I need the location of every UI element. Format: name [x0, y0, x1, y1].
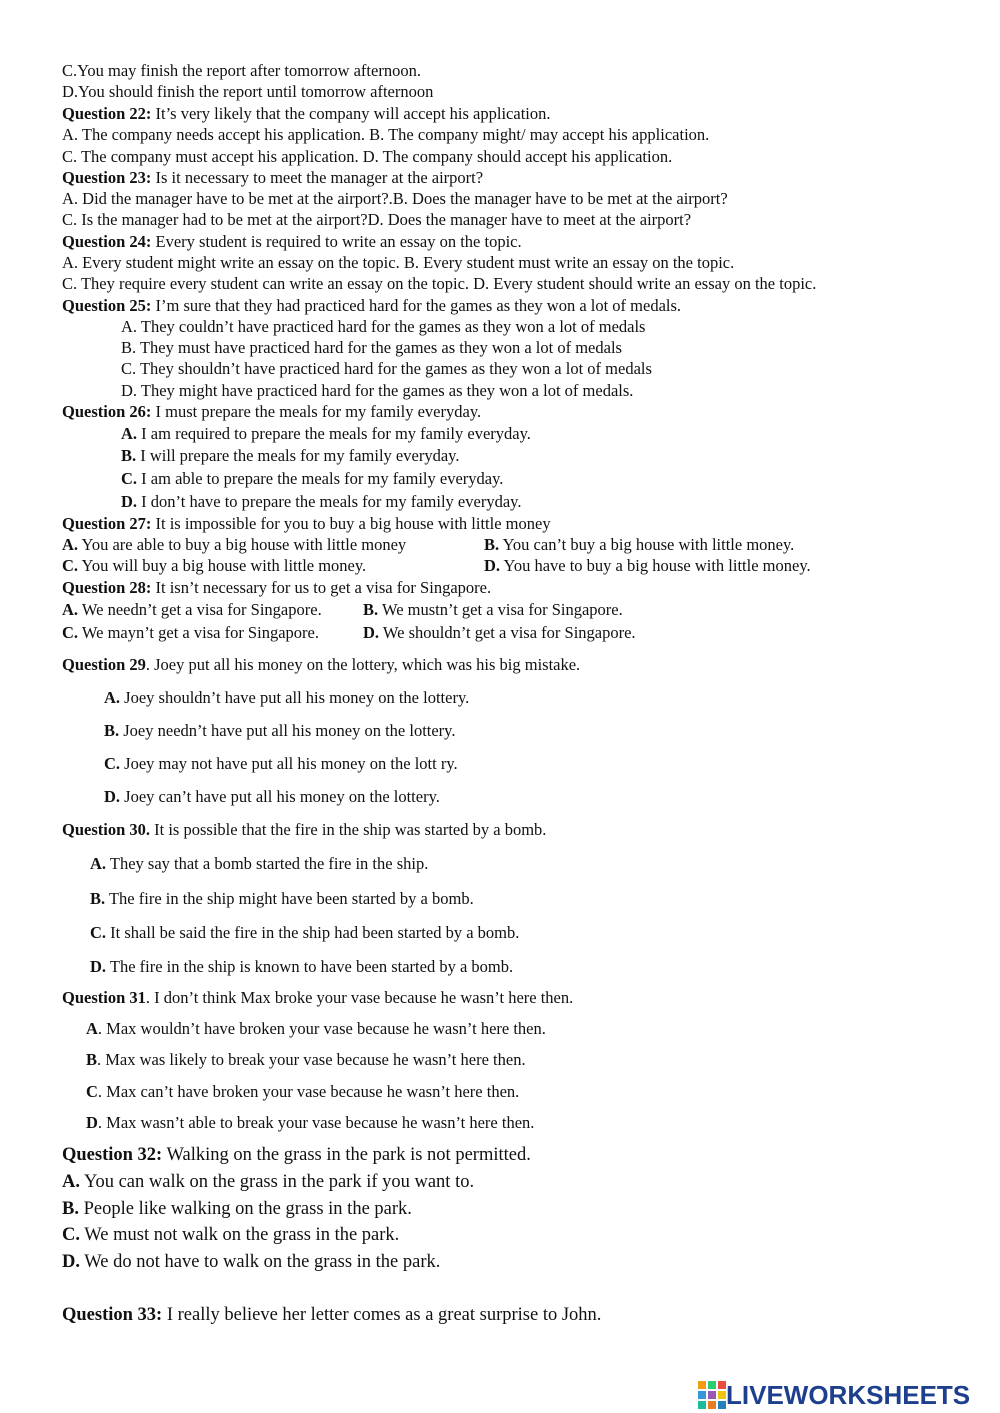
question-23-prompt: Question 23: Is it necessary to meet the manager at the airport?	[62, 168, 484, 187]
question-30-prompt: Question 30. It is possible that the fire in the ship was started by a bomb.	[62, 820, 547, 839]
answer-option: C. You will buy a big house with little money.	[62, 556, 367, 575]
question-33-prompt: Question 33: I really believe her letter comes as a great surprise to John.	[62, 1305, 602, 1325]
question-26-prompt: Question 26: I must prepare the meals for my family everyday.	[62, 402, 482, 421]
answer-option: B. They must have practiced hard for the games as they won a lot of medals	[121, 338, 622, 357]
answer-option: B. I will prepare the meals for my family everyday.	[121, 446, 460, 465]
answer-option: C. I am able to prepare the meals for my family everyday.	[121, 469, 504, 488]
answer-option: C. It shall be said the fire in the ship had been started by a bomb.	[90, 923, 520, 942]
answer-option: D. They might have practiced hard for the games as they won a lot of medals.	[121, 381, 634, 400]
answer-option: D. Max wasn’t able to break your vase because he wasn’t here then.	[86, 1113, 535, 1132]
answer-option: A. We needn’t get a visa for Singapore.	[62, 600, 322, 619]
answer-option: A. They say that a bomb started the fire in the ship.	[90, 854, 429, 873]
answer-option: A. Max wouldn’t have broken your vase because he wasn’t here then.	[86, 1019, 546, 1038]
question-29-prompt: Question 29. Joey put all his money on the lottery, which was his big mistake.	[62, 655, 581, 674]
answer-option: C. They shouldn’t have practiced hard for the games as they won a lot of medals	[121, 359, 652, 378]
question-27-prompt: Question 27: It is impossible for you to buy a big house with little money	[62, 514, 551, 533]
answer-option: B. Joey needn’t have put all his money on the lottery.	[104, 721, 456, 740]
answer-option: B. We mustn’t get a visa for Singapore.	[363, 600, 623, 619]
text-line: A. The company needs accept his application. B. The company might/ may accept his application.	[62, 125, 710, 144]
answer-option: B. The fire in the ship might have been started by a bomb.	[90, 889, 474, 908]
answer-option: A. You can walk on the grass in the park if you want to.	[62, 1172, 475, 1192]
text-line: C. The company must accept his application. D. The company should accept his application.	[62, 147, 673, 166]
answer-option: A. They couldn’t have practiced hard for the games as they won a lot of medals	[121, 317, 646, 336]
text-line: A. Did the manager have to be met at the airport?.B. Does the manager have to be met at the airport?	[62, 189, 728, 208]
question-22-prompt: Question 22: It’s very likely that the company will accept his application.	[62, 104, 551, 123]
answer-option: D. The fire in the ship is known to have been started by a bomb.	[90, 957, 514, 976]
question-28-prompt: Question 28: It isn’t necessary for us to get a visa for Singapore.	[62, 578, 492, 597]
question-32-prompt: Question 32: Walking on the grass in the park is not permitted.	[62, 1145, 531, 1165]
answer-option: D. We do not have to walk on the grass in the park.	[62, 1252, 441, 1272]
answer-option: C. Max can’t have broken your vase because he wasn’t here then.	[86, 1082, 520, 1101]
answer-option: B. You can’t buy a big house with little money.	[484, 535, 795, 554]
logo-text: LIVEWORKSHEETS	[726, 1379, 971, 1410]
question-24-prompt: Question 24: Every student is required to write an essay on the topic.	[62, 232, 522, 251]
answer-option: C. Joey may not have put all his money on the lott ry.	[104, 754, 458, 773]
text-line: C. Is the manager had to be met at the airport?D. Does the manager have to meet at the airport?	[62, 210, 692, 229]
answer-option: D. Joey can’t have put all his money on the lottery.	[104, 787, 440, 806]
question-31-prompt: Question 31. I don’t think Max broke your vase because he wasn’t here then.	[62, 988, 574, 1007]
answer-option: C. We mayn’t get a visa for Singapore.	[62, 623, 319, 642]
liveworksheets-logo	[698, 1380, 970, 1410]
text-line: D.You should finish the report until tomorrow afternoon	[62, 82, 434, 101]
answer-option: A. I am required to prepare the meals for my family everyday.	[121, 424, 531, 443]
text-line: C.You may finish the report after tomorrow afternoon.	[62, 61, 421, 80]
liveworksheets-mark-icon	[698, 1381, 726, 1409]
answer-option: A. You are able to buy a big house with little money	[62, 535, 407, 554]
answer-option: A. Joey shouldn’t have put all his money on the lottery.	[104, 688, 470, 707]
text-line: C. They require every student can write an essay on the topic. D. Every student should write an essay on the topic.	[62, 274, 817, 293]
answer-option: B. People like walking on the grass in the park.	[62, 1199, 412, 1219]
answer-option: D. We shouldn’t get a visa for Singapore.	[363, 623, 636, 642]
question-25-prompt: Question 25: I’m sure that they had practiced hard for the games as they won a lot of medals.	[62, 296, 682, 315]
answer-option: D. I don’t have to prepare the meals for my family everyday.	[121, 492, 522, 511]
answer-option: D. You have to buy a big house with little money.	[484, 556, 811, 575]
text-line: A. Every student might write an essay on the topic. B. Every student must write an essay on the topic.	[62, 253, 735, 272]
answer-option: C. We must not walk on the grass in the park.	[62, 1225, 400, 1245]
answer-option: B. Max was likely to break your vase because he wasn’t here then.	[86, 1050, 526, 1069]
